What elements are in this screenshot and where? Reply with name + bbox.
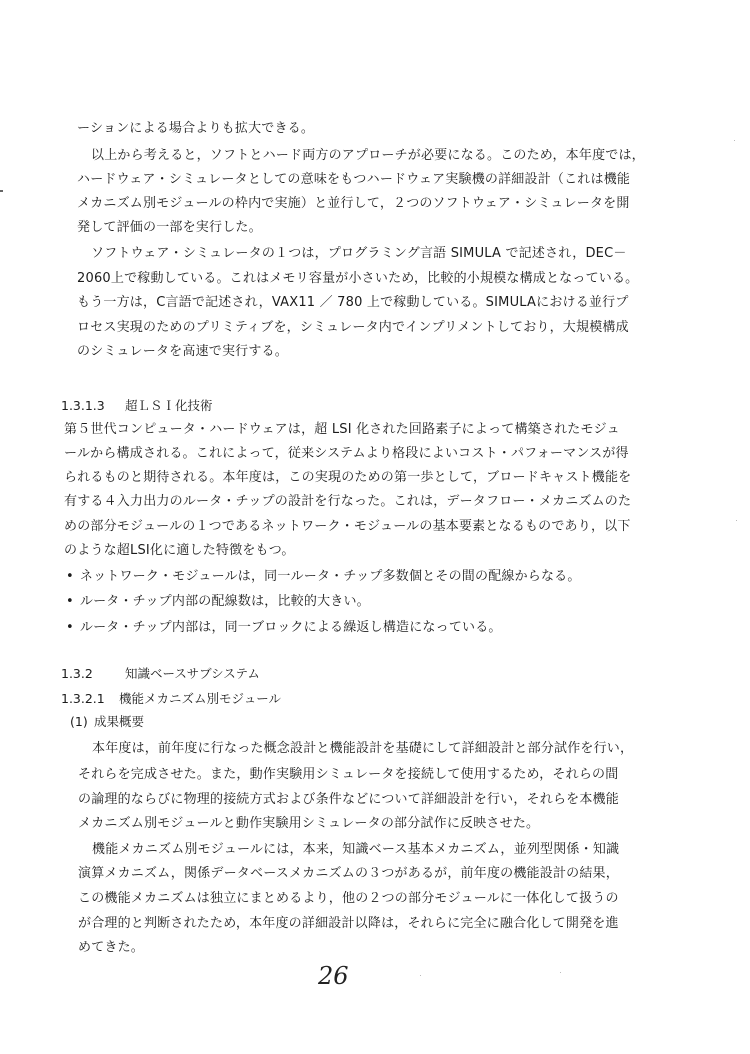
text-line: 機能メカニズム別モジュールには，本来，知識ベース基本メカニズム，並列型関係・知識 (92, 842, 620, 857)
text-line: 本年度は，前年度に行なった概念設計と機能設計を基礎にして詳細設計と部分試作を行い， (92, 741, 634, 756)
section-title: 超ＬＳＩ化技術 (125, 398, 213, 413)
text-line: 演算メカニズム，関係データベースメカニズムの３つがあるが，前年度の機能設計の結果， (78, 866, 619, 881)
text-line: この機能メカニズムは独立にまとめるより，他の２つの部分モジュールに一体化して扱うの (78, 891, 619, 906)
text-line: 以上から考えると，ソフトとハード両方のアプローチが必要になる。このため，本年度では， (91, 148, 645, 163)
text-line: もう一方は，C言語で記述され，VAX11 ／ 780 上で稼動している。SIMULAにおける並行プ (77, 295, 629, 310)
scan-speck (420, 975, 421, 976)
section-heading (61, 398, 213, 414)
text-line: ハードウェア・シミュレータとしての意味をもつハードウェア実験機の詳細設計（これは機能 (77, 172, 631, 187)
text-line: の論理的ならびに物理的接続方式および条件などについて詳細設計を行い，それらを本機能 (78, 792, 619, 807)
section-title: 知識ベースサブシステム (125, 666, 260, 681)
text-line: 第５世代コンピュータ・ハードウェアは，超 LSI 化された回路素子によって構築されたモジュ (64, 422, 620, 437)
bullet-icon: • (66, 594, 74, 609)
list-item (66, 594, 370, 610)
section-number: 1.3.1.3 (61, 398, 105, 413)
text-line: それらを完成させた。また，動作実験用シミュレータを接続して使用するため，それらの間 (78, 767, 619, 782)
scan-edge-mark (0, 190, 3, 192)
section-title: 機能メカニズム別モジュール (119, 691, 282, 706)
section-heading (61, 666, 260, 682)
section-number: 1.3.2 (61, 666, 93, 681)
text-line: が合理的と判断されたため，本年度の詳細設計以降は，それらに完全に融合化して開発を進 (78, 916, 619, 931)
section-heading (61, 691, 281, 707)
text-line: ロセス実現のためのプリミティブを，シミュレータ内でインプリメントしており，大規模構成 (77, 320, 629, 335)
text-line: ーションによる場合よりも拡大できる。 (77, 121, 315, 136)
page-number: 26 (318, 962, 349, 990)
list-item-text: ルータ・チップ内部の配線数は，比較的大きい。 (79, 594, 370, 609)
subsection-heading (70, 714, 144, 730)
scan-speck (734, 140, 735, 141)
text-line: のような超LSI化に適した特徴をもつ。 (64, 543, 295, 558)
list-item-text: ルータ・チップ内部は，同一ブロックによる繰返し構造になっている。 (79, 620, 502, 635)
text-line: ールから構成される。これによって，従来システムより格段によいコスト・パフォーマンスが得 (64, 446, 629, 461)
text-line: めてきた。 (78, 940, 145, 955)
subsection-number: (1) (70, 714, 88, 729)
text-line: 有する４入力出力のルータ・チップの設計を行なった。これは，データフロー・メカニズムのた (64, 494, 632, 509)
scan-speck (560, 972, 561, 973)
text-line: 発して評価の一部を実行した。 (77, 220, 262, 235)
bullet-icon: • (66, 569, 74, 584)
scan-speck (736, 520, 737, 521)
subsection-title: 成果概要 (94, 714, 145, 729)
bullet-icon: • (66, 620, 74, 635)
section-number: 1.3.2.1 (61, 691, 105, 706)
text-line: メカニズム別モジュールと動作実験用シミュレータの部分試作に反映させた。 (78, 816, 540, 831)
text-line: 2060上で稼動している。これはメモリ容量が小さいため，比較的小規模な構成となっている。 (77, 271, 639, 286)
list-item-text: ネットワーク・モジュールは，同一ルータ・チップ多数個とその間の配線からなる。 (79, 569, 581, 584)
list-item (66, 620, 502, 636)
list-item (66, 569, 581, 585)
text-line: のシミュレータを高速で実行する。 (77, 344, 288, 359)
text-line: めの部分モジュールの１つであるネットワーク・モジュールの基本要素となるものであり，以下 (64, 519, 631, 534)
text-line: メカニズム別モジュールの枠内で実施）と並行して，２つのソフトウェア・シミュレータを開 (77, 196, 630, 211)
text-line: られるものと期待される。本年度は，この実現のための第一歩として，ブロードキャスト機能を (64, 470, 632, 485)
text-line: ソフトウェア・シミュレータの１つは，プログラミング言語 SIMULA で記述され，DEC－ (91, 246, 627, 261)
